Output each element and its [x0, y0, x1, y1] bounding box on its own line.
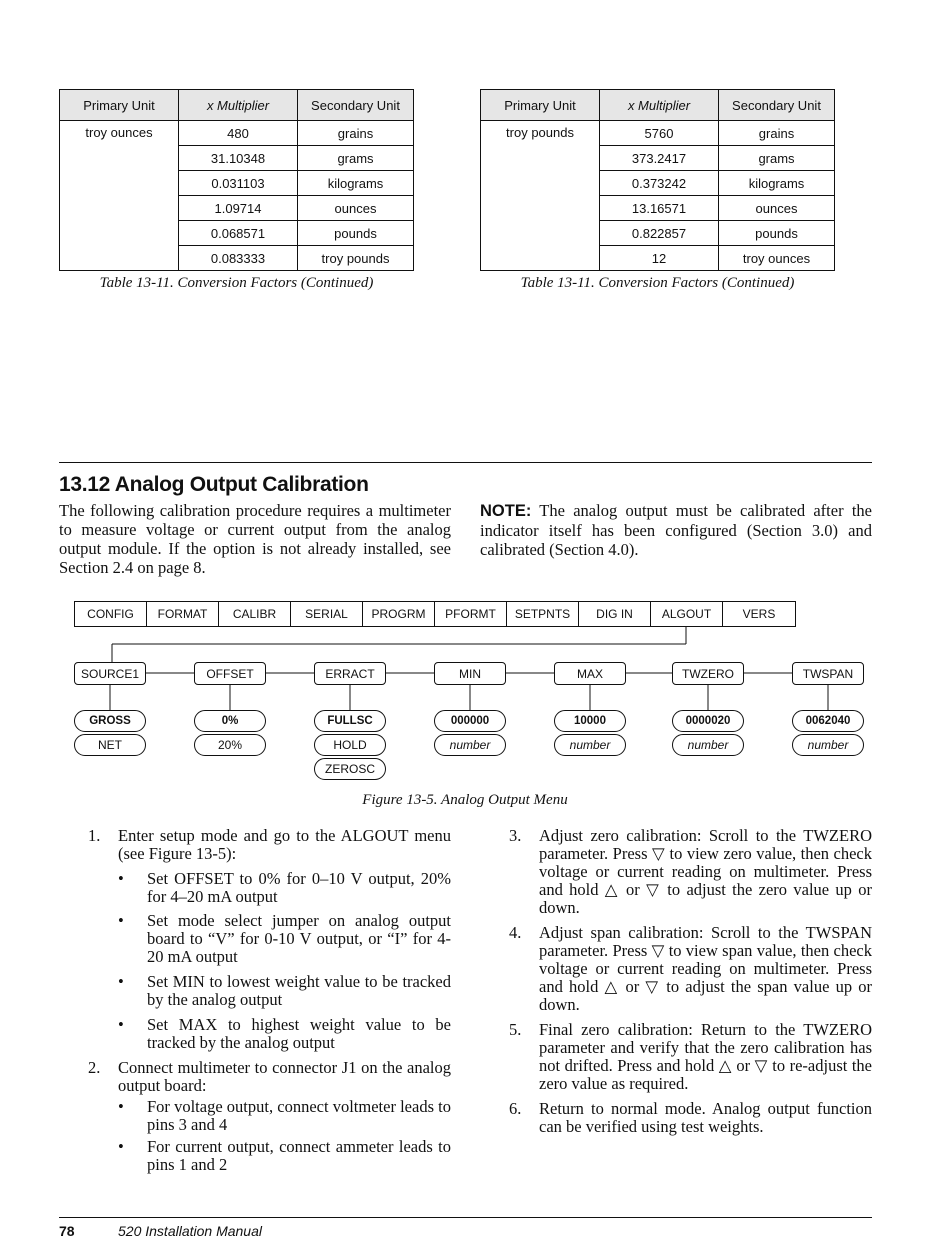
note-text: The analog output must be calibrated after the indicator itself has been configured (Section 3.0) and calibrated (Section 4.0). [480, 501, 872, 559]
secondary-unit-cell: ounces [298, 196, 414, 221]
multiplier-cell: 480 [179, 121, 298, 146]
param-twzero: TWZERO [672, 662, 744, 685]
multiplier-cell: 373.2417 [600, 146, 719, 171]
option-offset-default: 0% [194, 710, 266, 732]
header-multiplier: x Multiplier [600, 90, 719, 121]
param-min: MIN [434, 662, 506, 685]
menu-tab-pformt: PFORMT [435, 602, 507, 626]
step-number: 3. [509, 826, 522, 845]
menu-tab-progrm: PROGRM [363, 602, 435, 626]
header-primary-unit: Primary Unit [481, 90, 600, 121]
secondary-unit-cell: grams [719, 146, 835, 171]
multiplier-cell: 0.373242 [600, 171, 719, 196]
option-net: NET [74, 734, 146, 756]
manual-title: 520 Installation Manual [118, 1223, 262, 1239]
option-min-default: 000000 [434, 710, 506, 732]
page-number: 78 [59, 1223, 75, 1239]
figure-caption: Figure 13-5. Analog Output Menu [362, 792, 568, 808]
param-source1: SOURCE1 [74, 662, 146, 685]
menu-tab-config: CONFIG [75, 602, 147, 626]
note-label: NOTE: [480, 502, 532, 520]
step-5-text: Final zero calibration: Return to the TWZERO parameter and verify that the zero calibration has not drifted. Press and hold △ or ▽ to re-adjust the zero value as required. [539, 1020, 872, 1093]
step-1-bullet: Set MIN to lowest weight value to be tracked by the analog output [147, 972, 451, 1009]
menu-tab-format: FORMAT [147, 602, 219, 626]
menu-tab-dig-in: DIG IN [579, 602, 651, 626]
intro-paragraph: The following calibration procedure requires a multimeter to measure voltage or current output from the analog output module. If the option is not already installed, see Section 2.4 on page 8. [59, 501, 451, 577]
option-max-number: number [554, 734, 626, 756]
step-2-bullet: For voltage output, connect voltmeter leads to pins 3 and 4 [147, 1097, 451, 1134]
step-number: 6. [509, 1099, 522, 1118]
secondary-unit-cell: ounces [719, 196, 835, 221]
table-caption: Table 13-11. Conversion Factors (Continued) [99, 275, 374, 291]
step-number: 2. [88, 1058, 101, 1077]
option-twspan-number: number [792, 734, 864, 756]
option-zerosc: ZEROSC [314, 758, 386, 780]
step-number: 5. [509, 1020, 522, 1039]
bullet-marker: • [118, 1137, 124, 1156]
bullet-marker: • [118, 972, 124, 991]
multiplier-cell: 5760 [600, 121, 719, 146]
secondary-unit-cell: grains [719, 121, 835, 146]
param-twspan: TWSPAN [792, 662, 864, 685]
multiplier-cell: 0.068571 [179, 221, 298, 246]
header-secondary-unit: Secondary Unit [719, 90, 835, 121]
multiplier-cell: 0.822857 [600, 221, 719, 246]
header-multiplier: x Multiplier [179, 90, 298, 121]
param-max: MAX [554, 662, 626, 685]
section-title: 13.12 Analog Output Calibration [59, 473, 369, 496]
multiplier-cell: 12 [600, 246, 719, 271]
step-number: 1. [88, 826, 101, 845]
step-2-text: Connect multimeter to connector J1 on the analog output board: [118, 1058, 451, 1095]
step-1-bullet: Set mode select jumper on analog output board to “V” for 0-10 V output, or “I” for 4-20 mA output [147, 911, 451, 966]
footer-divider [59, 1217, 872, 1218]
header-primary-unit: Primary Unit [60, 90, 179, 121]
option-hold: HOLD [314, 734, 386, 756]
menu-bar [74, 601, 796, 627]
step-1-bullet: Set MAX to highest weight value to be tracked by the analog output [147, 1015, 451, 1052]
conversion-table-troy-pounds [480, 89, 835, 271]
conversion-table-troy-ounces [59, 89, 414, 271]
option-twspan-default: 0062040 [792, 710, 864, 732]
menu-tab-vers: VERS [742, 607, 776, 621]
multiplier-cell: 0.083333 [179, 246, 298, 271]
step-number: 4. [509, 923, 522, 942]
table-caption: Table 13-11. Conversion Factors (Continued) [520, 275, 795, 291]
menu-tab-calibr: CALIBR [219, 602, 291, 626]
primary-unit-cell: troy pounds [481, 121, 600, 271]
secondary-unit-cell: grains [298, 121, 414, 146]
secondary-unit-cell: pounds [298, 221, 414, 246]
option-offset-alt: 20% [194, 734, 266, 756]
bullet-marker: • [118, 1097, 124, 1116]
step-4-text: Adjust span calibration: Scroll to the TWSPAN parameter. Press ▽ to view span value, then check voltage or current reading on multimeter. Press and hold △ or ▽ to adjust the span value up or down. [539, 923, 872, 1014]
option-fullsc: FULLSC [314, 710, 386, 732]
multiplier-cell: 0.031103 [179, 171, 298, 196]
secondary-unit-cell: kilograms [298, 171, 414, 196]
multiplier-cell: 1.09714 [179, 196, 298, 221]
param-offset: OFFSET [194, 662, 266, 685]
bullet-marker: • [118, 911, 124, 930]
menu-tab-setpnts: SETPNTS [507, 602, 579, 626]
option-max-default: 10000 [554, 710, 626, 732]
secondary-unit-cell: troy pounds [298, 246, 414, 271]
header-secondary-unit: Secondary Unit [298, 90, 414, 121]
bullet-marker: • [118, 869, 124, 888]
option-twzero-default: 0000020 [672, 710, 744, 732]
secondary-unit-cell: pounds [719, 221, 835, 246]
step-3-text: Adjust zero calibration: Scroll to the TWZERO parameter. Press ▽ to view zero value, then check voltage or current reading on multimeter. Press and hold △ or ▽ to adjust the zero value up or down. [539, 826, 872, 917]
multiplier-cell: 13.16571 [600, 196, 719, 221]
bullet-marker: • [118, 1015, 124, 1034]
step-1-text: Enter setup mode and go to the ALGOUT menu (see Figure 13-5): [118, 826, 451, 863]
param-erract: ERRACT [314, 662, 386, 685]
section-divider [59, 462, 872, 463]
secondary-unit-cell: grams [298, 146, 414, 171]
primary-unit-cell: troy ounces [60, 121, 179, 271]
multiplier-cell: 31.10348 [179, 146, 298, 171]
step-6-text: Return to normal mode. Analog output function can be verified using test weights. [539, 1099, 872, 1136]
secondary-unit-cell: troy ounces [719, 246, 835, 271]
secondary-unit-cell: kilograms [719, 171, 835, 196]
note-paragraph [480, 501, 872, 559]
menu-tab-algout: ALGOUT [651, 602, 723, 626]
menu-tab-serial: SERIAL [291, 602, 363, 626]
step-1-bullet: Set OFFSET to 0% for 0–10 V output, 20% for 4–20 mA output [147, 869, 451, 906]
option-min-number: number [434, 734, 506, 756]
option-gross: GROSS [74, 710, 146, 732]
step-2-bullet: For current output, connect ammeter leads to pins 1 and 2 [147, 1137, 451, 1174]
option-twzero-number: number [672, 734, 744, 756]
